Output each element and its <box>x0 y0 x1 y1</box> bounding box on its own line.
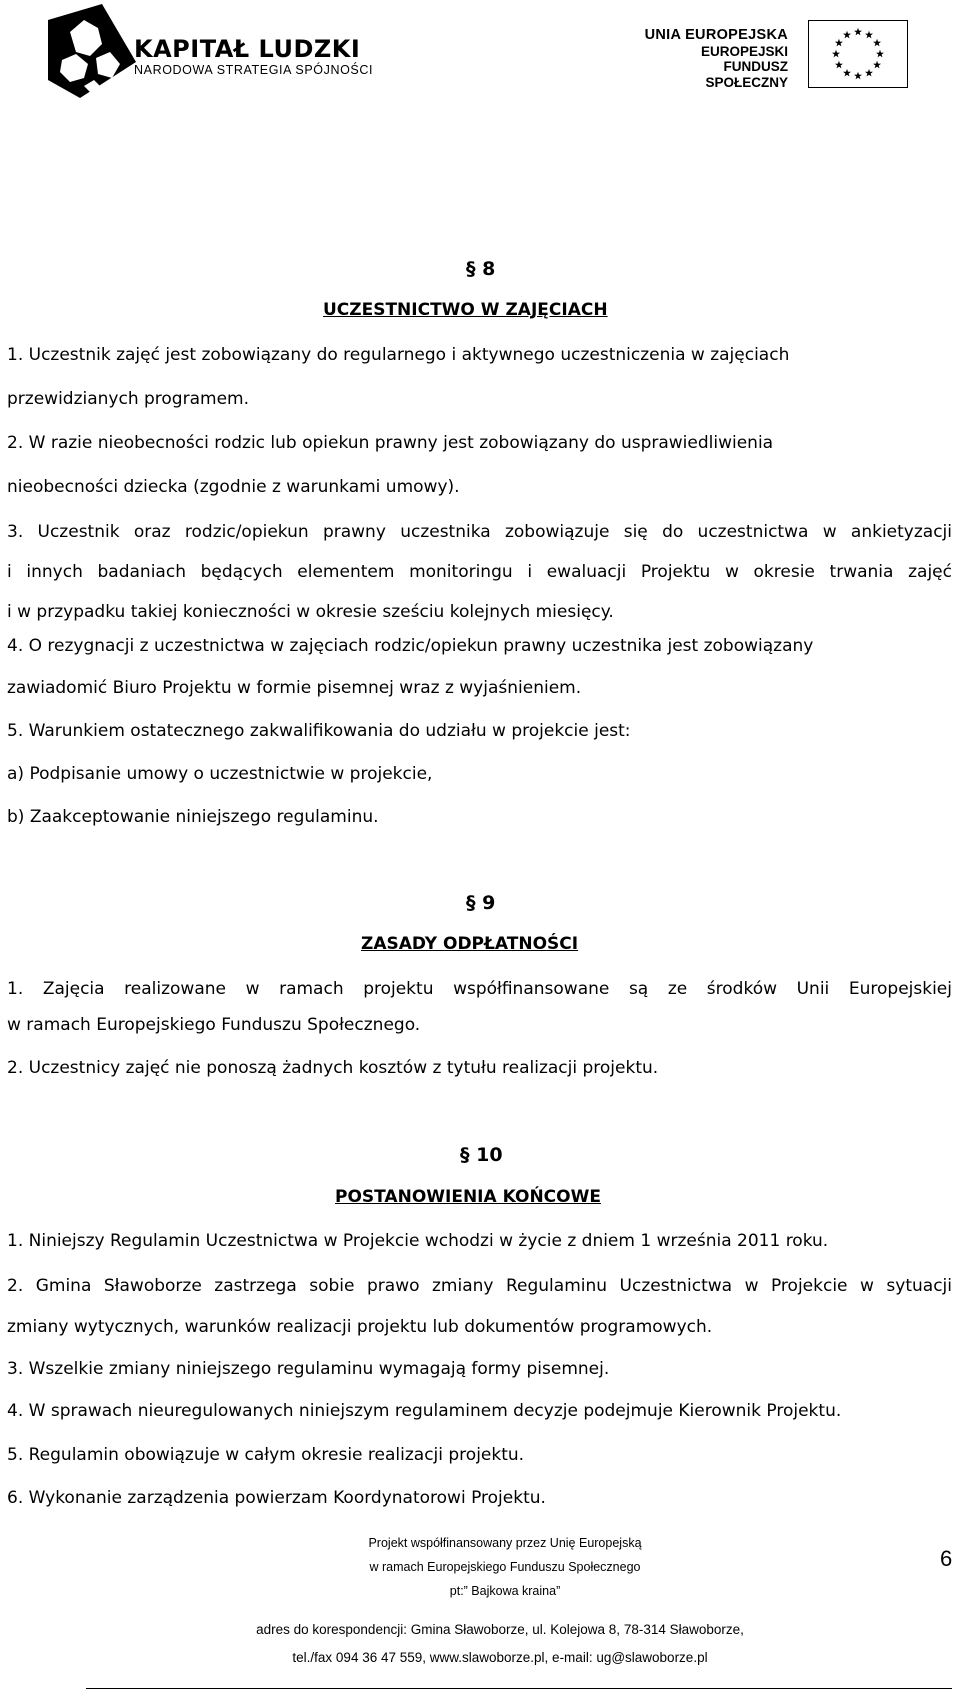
section-10-title: POSTANOWIENIA KOŃCOWE <box>335 1187 601 1207</box>
eu-line-2: EUROPEJSKI <box>700 43 788 59</box>
project-name: pt:” Bajkowa kraina” <box>449 1584 561 1598</box>
cofinance-line-1: Projekt współfinansowany przez Unię Europejską <box>368 1536 642 1550</box>
eu-wordmark <box>640 28 788 90</box>
section-9-number: § 9 <box>466 892 496 914</box>
section-9-line: 1. Zajęcia realizowane w ramach projektu współfinansowane są ze środków Unii Europejskiej <box>7 979 952 999</box>
section-10-line: 1. Niniejszy Regulamin Uczestnictwa w Projekcie wchodzi w życie z dniem 1 września 2011 roku. <box>7 1231 829 1251</box>
page-number: 6 <box>940 1546 953 1571</box>
correspondence-address: adres do korespondencji: Gmina Sławoborze, ul. Kolejowa 8, 78-314 Sławoborze, <box>256 1622 744 1637</box>
section-8-line: 1. Uczestnik zajęć jest zobowiązany do regularnego i aktywnego uczestniczenia w zajęciach <box>7 345 790 365</box>
section-8-title: UCZESTNICTWO W ZAJĘCIACH <box>323 300 608 320</box>
section-8-line: 5. Warunkiem ostatecznego zakwalifikowania do udziału w projekcie jest: <box>7 721 631 741</box>
section-10-line: 3. Wszelkie zmiany niniejszego regulaminu wymagają formy pisemnej. <box>7 1359 610 1379</box>
section-8-line: a) Podpisanie umowy o uczestnictwie w projekcie, <box>7 764 433 784</box>
section-8-line: 4. O rezygnacji z uczestnictwa w zajęciach rodzic/opiekun prawny uczestnika jest zobowiązany <box>7 636 814 656</box>
section-9-title: ZASADY ODPŁATNOŚCI <box>361 934 579 954</box>
section-8-number: § 8 <box>466 258 496 280</box>
section-10-line: 2. Gmina Sławoborze zastrzega sobie prawo zmiany Regulaminu Uczestnictwa w Projekcie w sytuacji <box>7 1276 952 1296</box>
eu-line-3: FUNDUSZ SPOŁECZNY <box>705 59 788 90</box>
section-8-line: i w przypadku takiej konieczności w okresie sześciu kolejnych miesięcy. <box>7 602 614 622</box>
kapital-ludzki-subtitle: NARODOWA STRATEGIA SPÓJNOŚCI <box>134 63 374 77</box>
section-8-line: nieobecności dziecka (zgodnie z warunkami umowy). <box>7 477 460 497</box>
kapital-ludzki-wordmark <box>134 36 373 78</box>
section-8-line: przewidzianych programem. <box>7 389 249 409</box>
contact-info: tel./fax 094 36 47 559, www.slawoborze.pl, e-mail: ug@slawoborze.pl <box>292 1650 708 1665</box>
section-10-number: § 10 <box>460 1144 503 1166</box>
section-9-line: 2. Uczestnicy zajęć nie ponoszą żadnych kosztów z tytułu realizacji projektu. <box>7 1058 659 1078</box>
page-header <box>0 0 960 110</box>
section-10-line: zmiany wytycznych, warunków realizacji projektu lub dokumentów programowych. <box>7 1317 713 1337</box>
eu-flag-icon <box>808 20 908 88</box>
section-9-line: w ramach Europejskiego Funduszu Społecznego. <box>7 1015 421 1035</box>
section-8-line: b) Zaakceptowanie niniejszego regulaminu. <box>7 807 379 827</box>
kapital-ludzki-title: KAPITAŁ LUDZKI <box>134 35 361 63</box>
kapital-ludzki-logo-icon <box>40 2 140 100</box>
section-8-line: i innych badaniach będących elementem monitoringu i ewaluacji Projektu w okresie trwania zajęć <box>7 562 952 582</box>
section-8-line: 3. Uczestnik oraz rodzic/opiekun prawny uczestnika zobowiązuje się do uczestnictwa w ankietyzacji <box>7 522 952 542</box>
eu-line-1: UNIA EUROPEJSKA <box>644 27 788 43</box>
section-8-line: zawiadomić Biuro Projektu w formie pisemnej wraz z wyjaśnieniem. <box>7 678 582 698</box>
section-8-line: 2. W razie nieobecności rodzic lub opiekun prawny jest zobowiązany do usprawiedliwienia <box>7 433 774 453</box>
section-10-line: 4. W sprawach nieuregulowanych niniejszym regulaminem decyzje podejmuje Kierownik Projektu. <box>7 1401 842 1421</box>
section-10-line: 6. Wykonanie zarządzenia powierzam Koordynatorowi Projektu. <box>7 1488 546 1508</box>
footer-divider <box>86 1688 952 1689</box>
section-10-line: 5. Regulamin obowiązuje w całym okresie realizacji projektu. <box>7 1445 525 1465</box>
cofinance-line-2: w ramach Europejskiego Funduszu Społecznego <box>369 1560 641 1574</box>
